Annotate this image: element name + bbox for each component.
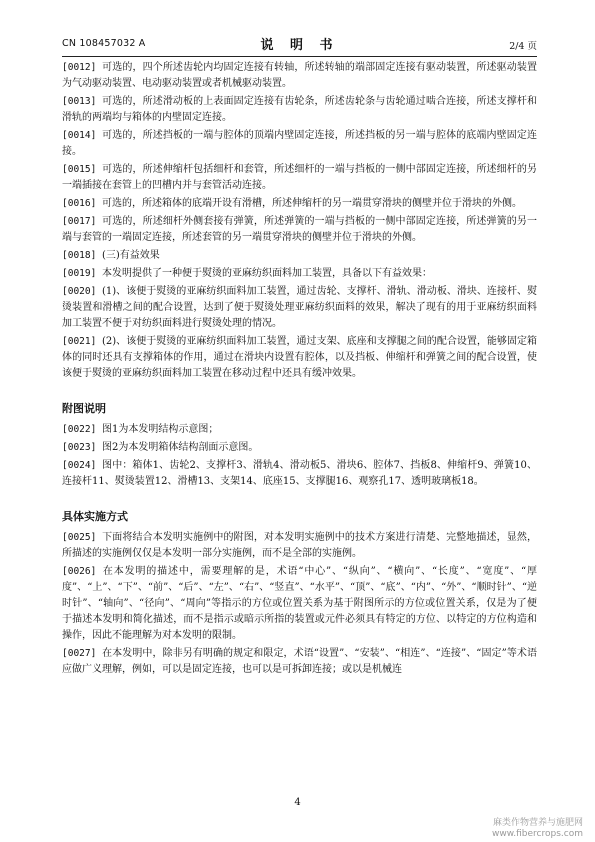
paragraph <box>62 458 537 490</box>
paragraph-number: [0027] <box>62 648 97 659</box>
paragraph-text: 图1为本发明结构示意图； <box>102 424 219 435</box>
paragraph-text: (1)、该便于熨烫的亚麻纺织面料加工装置，通过齿轮、支撑杆、滑轨、滑动板、滑块、连接杆、熨烫装置和滑槽之间的配合设置，达到了便于熨烫处理亚麻纺织面料的效果，解决了现有的用于亚麻纺织面料加工装置不便于对纺织面料进行熨烫处理的情况。 <box>62 286 537 329</box>
paragraph-text: 图2为本发明箱体结构剖面示意图。 <box>102 442 259 453</box>
paragraph <box>62 214 537 246</box>
paragraph <box>62 334 537 382</box>
paragraph-text: 本发明提供了一种便于熨烫的亚麻纺织面料加工装置，具备以下有益效果： <box>102 268 432 279</box>
paragraph <box>62 128 537 160</box>
section-heading-embodiments: 具体实施方式 <box>62 510 128 523</box>
page-header <box>62 33 537 53</box>
paragraph-text: 图中：箱体1、齿轮2、支撑杆3、滑轨4、滑动板5、滑块6、腔体7、挡板8、伸缩杆9、弹簧10、连接杆11、熨烫装置12、滑槽13、支架14、底座15、支撑腿16、观察孔17、透明玻璃板18。 <box>62 460 537 487</box>
paragraph-number: [0015] <box>62 164 97 175</box>
paragraph-number: [0021] <box>62 336 97 347</box>
paragraph-number: [0012] <box>62 62 97 73</box>
paragraph-number: [0018] <box>62 250 97 261</box>
document-title: 说 明 书 <box>260 38 339 53</box>
paragraph-group-summary <box>62 60 537 382</box>
paragraph-number: [0024] <box>62 460 97 471</box>
paragraph <box>62 266 537 282</box>
paragraph-group-figures <box>62 422 537 490</box>
paragraph-text: 下面将结合本发明实施例中的附图，对本发明实施例中的技术方案进行清楚、完整地描述，显然，所描述的实施例仅仅是本发明一部分实施例，而不是全部的实施例。 <box>62 532 537 559</box>
paragraph-number: [0013] <box>62 96 97 107</box>
paragraph-text: (2)、该便于熨烫的亚麻纺织面料加工装置，通过支架、底座和支撑腿之间的配合设置，能够固定箱体的同时还具有支撑箱体的作用，通过在滑块内设置有腔体，以及挡板、伸缩杆和弹簧之间的配合设置，使该便于熨烫的亚麻纺织面料加工装置在移动过程中还具有缓冲效果。 <box>62 336 537 379</box>
paragraph <box>62 162 537 194</box>
paragraph-text: 可选的，所述伸缩杆包括细杆和套管，所述细杆的一端与挡板的一侧中部固定连接，所述细杆的另一端插接在套管上的凹槽内并与套管活动连接。 <box>62 164 537 191</box>
paragraph <box>62 530 537 562</box>
paragraph-number: [0022] <box>62 424 97 435</box>
paragraph-text: 可选的，所述箱体的底端开设有滑槽，所述伸缩杆的另一端贯穿滑块的侧壁并位于滑块的外侧。 <box>102 198 522 209</box>
header-divider <box>62 56 537 57</box>
paragraph-number: [0023] <box>62 442 97 453</box>
section-heading-figures: 附图说明 <box>62 402 106 415</box>
paragraph <box>62 60 537 92</box>
paragraph-number: [0019] <box>62 268 97 279</box>
paragraph-text: 可选的，所述挡板的一端与腔体的顶端内壁固定连接，所述挡板的另一端与腔体的底端内壁固定连接。 <box>62 130 537 157</box>
paragraph <box>62 440 537 456</box>
paragraph-text: 可选的，所述滑动板的上表面固定连接有齿轮条，所述齿轮条与齿轮通过啮合连接，所述支撑杆和滑轨的两端均与箱体的内壁固定连接。 <box>62 96 537 123</box>
paragraph-number: [0020] <box>62 286 97 297</box>
paragraph-group-embodiments <box>62 530 537 678</box>
paragraph-text: 可选的，四个所述齿轮内均固定连接有转轴，所述转轴的端部固定连接有驱动装置，所述驱动装置为气动驱动装置、电动驱动装置或者机械驱动装置。 <box>62 62 537 89</box>
paragraph-number: [0017] <box>62 216 97 227</box>
document-body <box>62 60 537 680</box>
watermark-line-2: www.fibercrops.com <box>492 829 583 839</box>
watermark-line-1: 麻类作物营养与施肥网 <box>492 818 583 828</box>
paragraph <box>62 564 537 644</box>
site-watermark <box>492 818 583 840</box>
paragraph-text: 在本发明中，除非另有明确的规定和限定，术语“设置”、“安装”、“相连”、“连接”、“固定”等术语应做广义理解，例如，可以是固定连接，也可以是可拆卸连接；或以是机械连 <box>62 648 537 675</box>
paragraph-text: (三)有益效果 <box>102 250 160 261</box>
paragraph-number: [0025] <box>62 532 97 543</box>
paragraph <box>62 422 537 438</box>
paragraph-text: 可选的，所述细杆外侧套接有弹簧，所述弹簧的一端与挡板的一侧中部固定连接，所述弹簧的另一端与套管的一端固定连接，所述套管的另一端贯穿滑块的侧壁并位于滑块的外侧。 <box>62 216 537 243</box>
paragraph-text: 在本发明的描述中，需要理解的是，术语“中心”、“纵向”、“横向”、“长度”、“宽度”、“厚度”、“上”、“下”、“前”、“后”、“左”、“右”、“竖直”、“水平”、“顶”、“底”、“内”、“外”、“顺时针”、“逆时针”、“轴向”、“径向”、“周向”等指示的方位或位置关系为基于附图所示的方位或位置关系，仅是为了便于描述本发明和简化描述，而不是指示或暗示所指的装置或元件必须具有特定的方位、以特定的方位构造和操作，因此不能理解为对本发明的限制。 <box>62 566 537 641</box>
publication-number: CN 108457032 A <box>62 38 146 49</box>
paragraph <box>62 196 537 212</box>
page-number: 4 <box>294 797 301 808</box>
paragraph-number: [0026] <box>62 566 97 577</box>
page-indicator: 2/4 页 <box>509 41 537 52</box>
paragraph <box>62 94 537 126</box>
paragraph <box>62 248 537 264</box>
paragraph <box>62 284 537 332</box>
paragraph <box>62 646 537 678</box>
paragraph-number: [0016] <box>62 198 97 209</box>
paragraph-number: [0014] <box>62 130 97 141</box>
